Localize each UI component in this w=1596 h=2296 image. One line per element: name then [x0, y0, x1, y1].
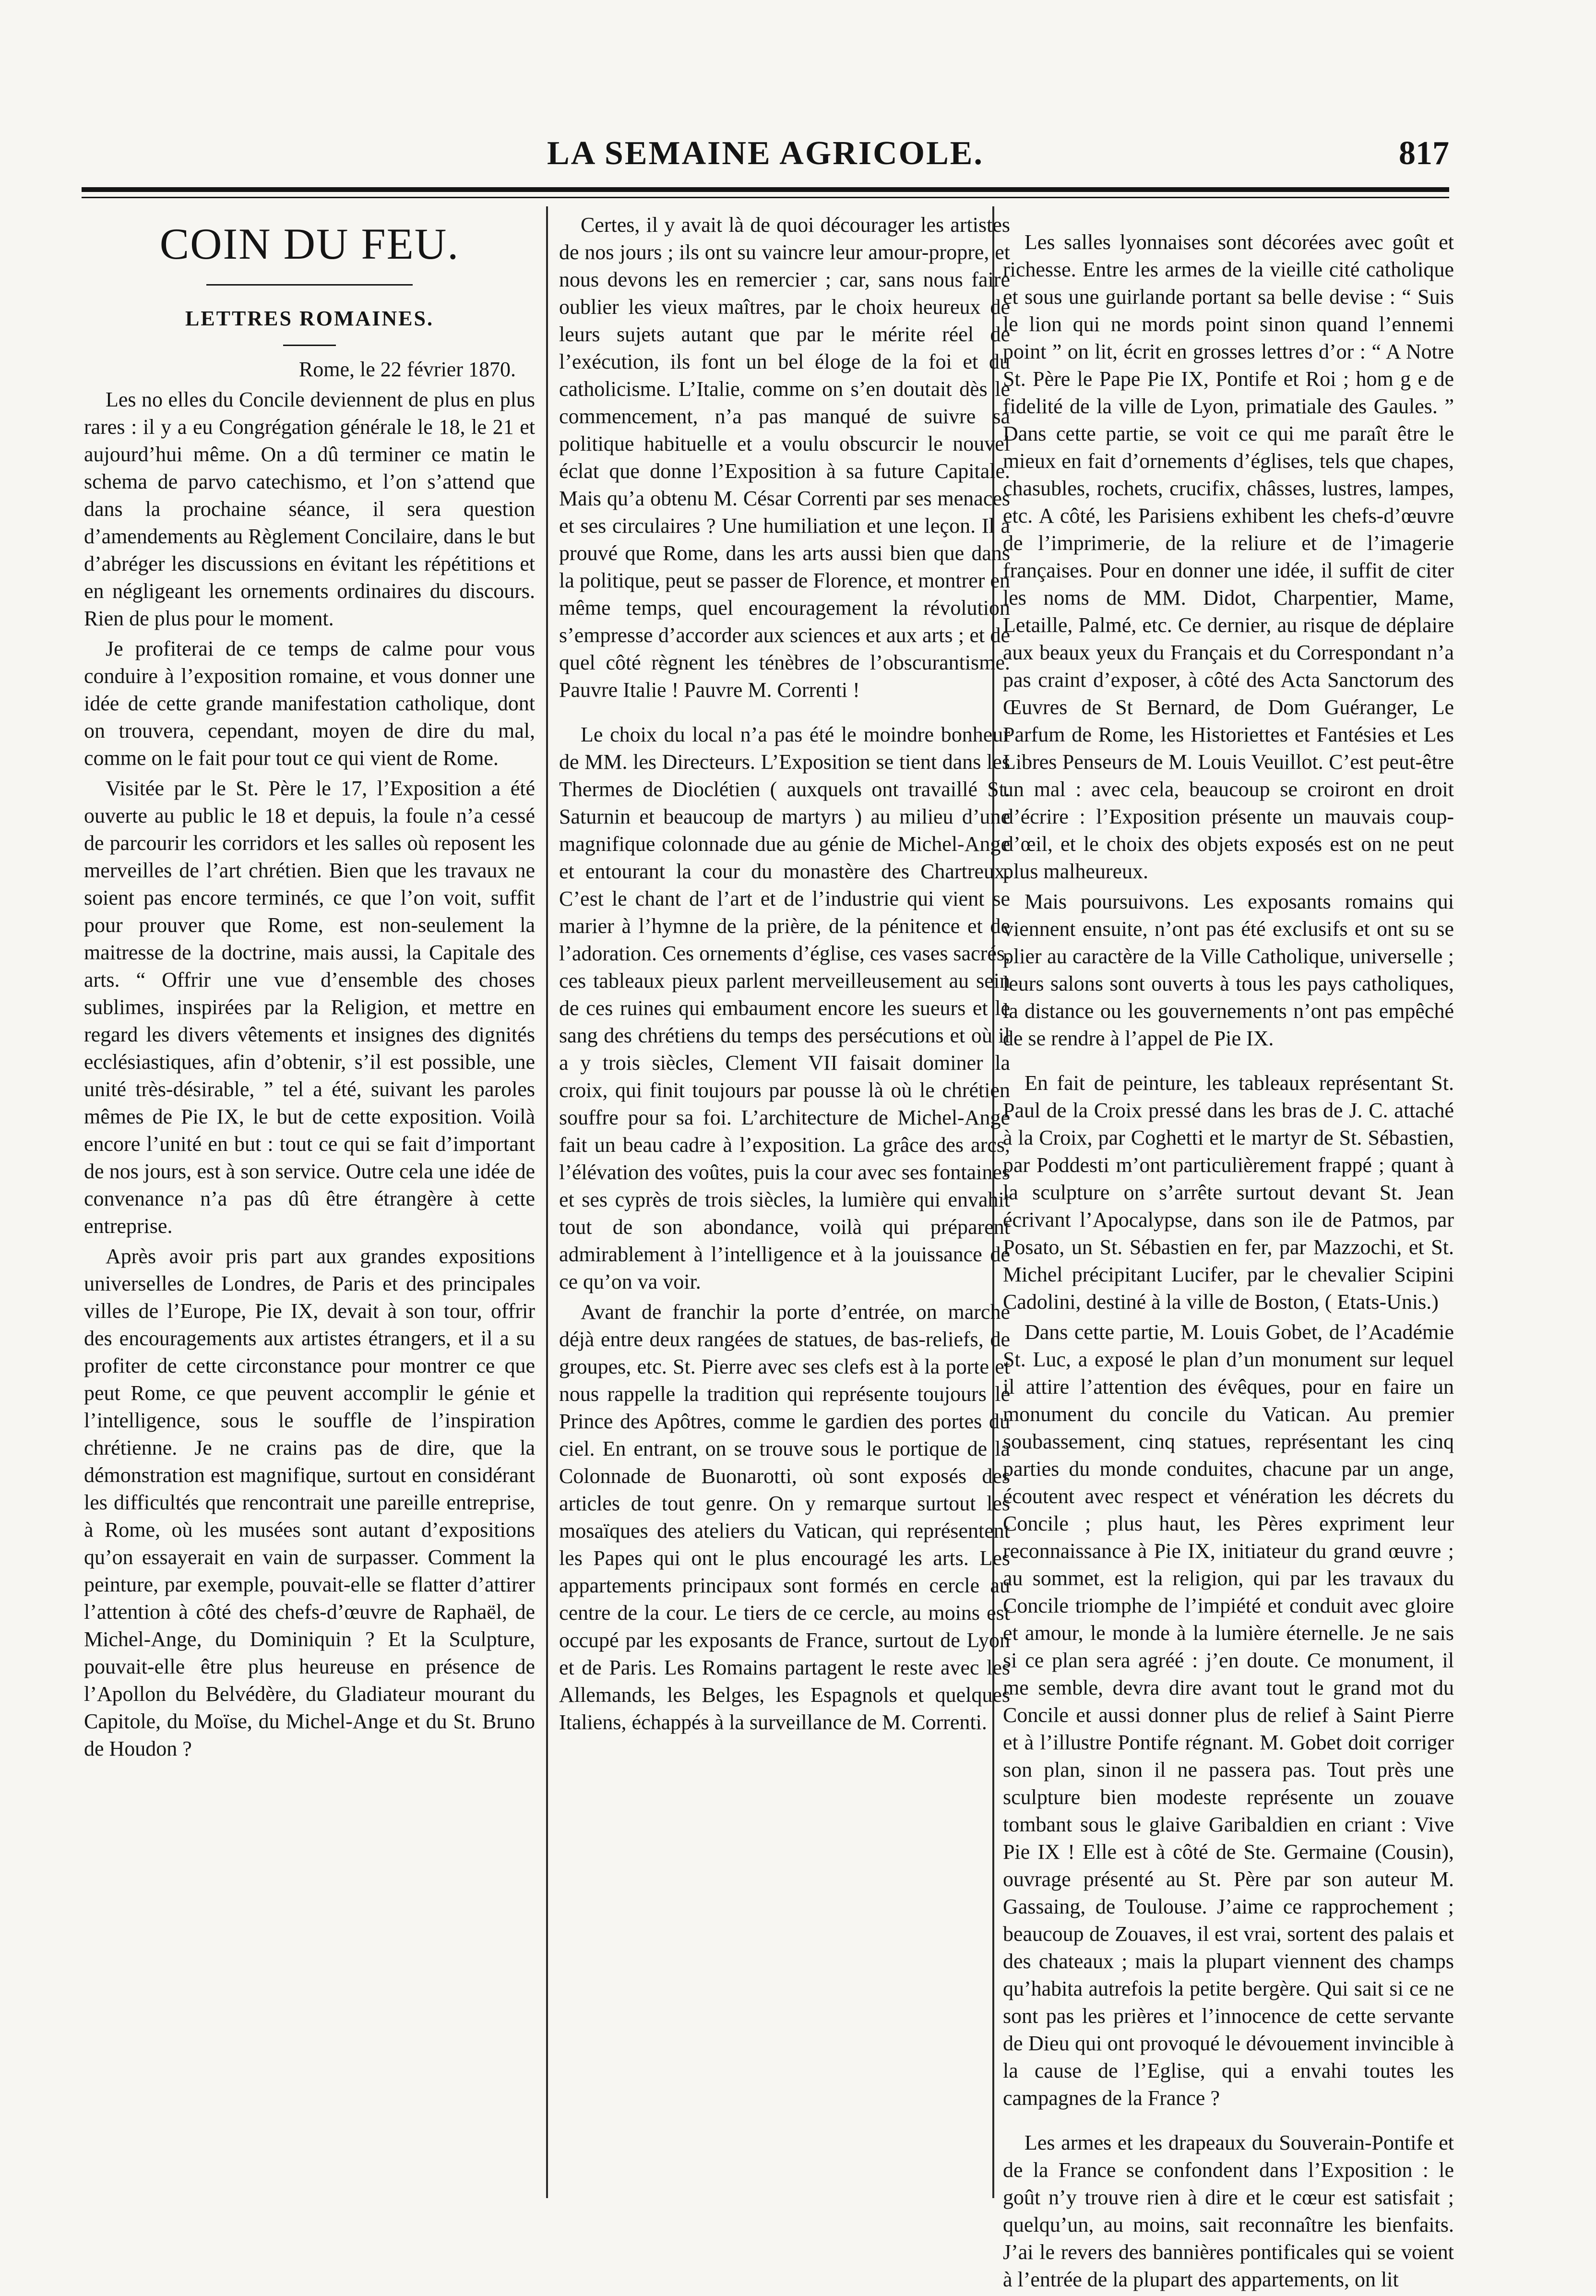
article-title: LETTRES ROMAINES. — [185, 307, 434, 330]
header-rule-thick — [82, 187, 1449, 192]
paragraph: Les no elles du Concile deviennent de plus en plus rares : il y a eu Congrégation générale le 18, le 21 et aujourd’hui même. On a dû terminer ce matin le schema de parvo catechismo, et l’on s’attend que dans la prochaine séance, il sera question d’amendements au Règlement Concilaire, dans le but d’abréger les discussions en évitant les répétitions et en négligeant les ornements ordinaires du discours. Rien de plus pour le moment. — [84, 388, 535, 630]
paragraph: Les armes et les drapeaux du Souverain-Pontife et de la France se confondent dans l’Exposition : le goût n’y trouve rien à dire et le cœur est satisfait ; quelqu’un, au moins, sait reconnaître les bienfaits. J’ai le revers des bannières pontificales qui se voient à l’entrée de la plupart des appartements, on lit — [1003, 2131, 1454, 2291]
page-header — [82, 134, 1449, 178]
column-1 — [84, 211, 535, 1765]
dateline: Rome, le 22 février 1870. — [298, 358, 516, 381]
paragraph: Certes, il y avait là de quoi décourager les artistes de nos jours ; ils ont su vaincre leur amour-propre, et nous devons les en remercier ; car, sans nous faire oublier les vieux maîtres, par le choix heureux de leurs sujets autant que par le mérite réel de l’exécution, ils font un bel éloge de la foi et du catholicisme. L’Italie, comme on s’en doutait dès le commencement, n’a pas manqué de suivre sa politique habituelle et a voulu obscurcir le nouvel éclat que donne l’Exposition à sa future Capitale. Mais qu’a obtenu M. César Correnti par ses menaces et ses circulaires ? Une humiliation et une leçon. Il a prouvé que Rome, dans les arts aussi bien que dans la politique, peut se passer de Florence, et montrer en même temps, quel encouragement la révolution s’empresse d’accorder aux sciences et aux arts ; et de quel côté règnent les ténèbres de l’obscurantisme. Pauvre Italie ! Pauvre M. Correnti ! — [559, 213, 1010, 702]
paragraph: Je profiterai de ce temps de calme pour vous conduire à l’exposition romaine, et vous donner une idée de cette grande manifestation catholique, dont on trouvera, cependant, moyen de dire du mal, comme on le fait pour tout ce qui vient de Rome. — [84, 637, 535, 770]
paragraph: En fait de peinture, les tableaux représentant St. Paul de la Croix pressé dans les bras de J. C. attaché à la Croix, par Coghetti et le martyr de St. Sébastien, par Poddesti m’ont particulièrement frappé ; quant à la sculpture on s’arrête surtout devant St. Jean écrivant l’Apocalypse, dans son ile de Patmos, par Posato, un St. Sébastien en fer, par Mazzochi, et St. Michel précipitant Lucifer, par le chevalier Scipini Cadolini, destiné à la ville de Boston, ( Etats-Unis.) — [1003, 1071, 1454, 1314]
running-title: LA SEMAINE AGRICOLE. — [547, 135, 984, 172]
paragraph: Visitée par le St. Père le 17, l’Exposition a été ouverte au public le 18 et depuis, la foule n’a cessé de parcourir les corridors et les salles où reposent les merveilles de l’art chrétien. Bien que les travaux ne soient pas encore terminés, ce que l’on voit, suffit pour prouver que Rome, est non-seulement la maitresse de la doctrine, mais aussi, la Capitale des arts. “ Offrir une vue d’ensemble des choses sublimes, inspirées par la Religion, et mettre en regard les divers vêtements et insignes des dignités ecclésiastiques, afin d’obtenir, s’il est possible, une unité très-désirable, ” tel a été, suivant les paroles mêmes de Pie IX, le but de cette exposition. Voilà encore l’unité en but : tout ce qui se fait d’important de nos jours, est à son service. Outre cela une idée de convenance n’a pas dû être étrangère à cette entreprise. — [84, 777, 535, 1238]
paragraph: Avant de franchir la porte d’entrée, on marche déjà entre deux rangées de statues, de bas-reliefs, de groupes, etc. St. Pierre avec ses clefs est à la porte et nous rappelle la tradition qui représente toujours le Prince des Apôtres, comme le gardien des portes du ciel. En entrant, on se trouve sous le portique de la Colonnade de Buonarotti, où sont exposés des articles de tout genre. On y remarque surtout les mosaïques des ateliers du Vatican, qui représentent les Papes qui ont le plus encouragé les arts. Les appartements principaux sont formés en cercle au centre de la cour. Le tiers de ce cercle, au moins est occupé par les exposants de France, surtout de Lyon et de Paris. Les Romains partagent le reste avec les Allemands, les Belges, les Espagnols et quelques Italiens, échappés à la surveillance de M. Correnti. — [559, 1300, 1010, 1734]
section-title-rule — [206, 284, 413, 286]
article-title-rule — [283, 345, 336, 346]
column-2 — [559, 211, 1010, 1739]
paragraph: Les salles lyonnaises sont décorées avec goût et richesse. Entre les armes de la vieille cité catholique et sous une guirlande portant sa belle devise : “ Suis le lion qui ne mords point sinon quand l’ennemi point ” on lit, écrit en grosses lettres d’or : “ A Notre St. Père le Pape Pie IX, Pontife et Roi ; hom g e de fidelité de la ville de Lyon, primatiale des Gaules. ” Dans cette partie, se voit ce qui me paraît être le mieux en fait d’ornements d’églises, tels que chapes, chasubles, rochets, crucifix, châsses, lustres, lampes, etc. A côté, les Parisiens exhibent les chefs-d’œuvre de l’imprimerie, de la reliure et de l’imagerie françaises. Pour en donner une idée, il suffit de citer les noms de MM. Didot, Charpentier, Mame, Letaille, Palmé, etc. Ce dernier, au risque de déplaire aux beaux yeux du Français et du Correspondant n’a pas craint d’exposer, à côté des Acta Sanctorum des Œuvres de St Bernard, de Dom Guéranger, Le Parfum de Rome, les Historiettes et Fantésies et Les Libres Penseurs de M. Louis Veuillot. C’est peut-être un mal : avec cela, beaucoup se croiront en droit d’écrire : l’Exposition présente un mauvais coup-d’œil, et le choix des objets exposés est on ne peut plus malheureux. — [1003, 230, 1454, 883]
section-title: COIN DU FEU. — [159, 219, 460, 268]
column-3 — [1003, 211, 1454, 2296]
paragraph: Le choix du local n’a pas été le moindre bonheur de MM. les Directeurs. L’Exposition se tient dans les Thermes de Dioclétien ( auxquels ont travaillé St. Saturnin et beaucoup de martyrs ) au milieu d’une magnifique colonnade due au génie de Michel-Ange et entourant la cour du monastère des Chartreux. C’est le chant de l’art et de l’industrie qui vient se marier à l’hymne de la prière, de la pénitence et de l’adoration. Ces ornements d’église, ces vases sacrés, ces tableaux pieux parlent merveilleusement au sein de ces ruines qui embaument encore les sueurs et le sang des chrétiens du temps des persécutions et où il a y trois siècles, Clement VII faisait dominer la croix, qui finit toujours par pousse là où le chrétien souffre pour sa foi. L’architecture de Michel-Ange fait un beau cadre à l’exposition. La grâce des arcs, l’élévation des voûtes, puis la cour avec ses fontaines et ses cyprès de trois siècles, la lumière qui envahit tout de son abondance, voilà qui préparent admirablement à l’intelligence et à la jouissance de ce qu’on va voir. — [559, 723, 1010, 1293]
header-rule-thin — [82, 197, 1449, 198]
paragraph: Dans cette partie, M. Louis Gobet, de l’Académie St. Luc, a exposé le plan d’un monument sur lequel il attire l’attention des évêques, pour en faire un monument du concile du Vatican. Au premier soubassement, cinq statues, représentant les cinq parties du monde conduites, chacune par un ange, écoutent avec respect et vénération les décrets du Concile ; plus haut, les Pères expriment leur reconnaissance à Pie IX, initiateur du grand œuvre ; au sommet, est la religion, qui par les travaux du Concile triomphe de l’impiété et conduit avec gloire et amour, le monde à la lumière éternelle. Je ne sais si ce plan sera agréé : j’en doute. Ce monument, il me semble, devra dire avant tout le grand mot du Concile et aussi donner plus de relief à Saint Pierre et à l’illustre Pontife régnant. M. Gobet doit corriger son plan, sinon il ne passera pas. Tout près une sculpture bien modeste représente un zouave tombant sous le glaive Garibaldien en criant : Vive Pie IX ! Elle est à côté de Ste. Germaine (Cousin), ouvrage présenté au St. Père par son auteur M. Gassaing, de Toulouse. J’aime ce rapprochement ; beaucoup de Zouaves, il est vrai, sortent des palais et des chateaux ; mais la plupart viennent des champs qu’habita autrefois la petite bergère. Qui sait si ce ne sont pas les prières et l’innocence de cette servante de Dieu qui ont provoqué le dévouement invincible à la cause de l’Eglise, qui a envahi toutes les campagnes de la France ? — [1003, 1320, 1454, 2110]
column-divider-1 — [546, 206, 548, 2198]
paragraph: Mais poursuivons. Les exposants romains qui viennent ensuite, n’ont pas été exclusifs et ont su se plier au caractère de la Ville Catholique, universelle ; leurs salons sont ouverts à tous les pays catholiques, la distance ou les gouvernements n’ont pas empêché de se rendre à l’appel de Pie IX. — [1003, 890, 1454, 1050]
paragraph: Après avoir pris part aux grandes expositions universelles de Londres, de Paris et des principales villes de l’Europe, Pie IX, devait à son tour, offrir des encouragements aux artistes étrangers, et il a su profiter de cette circonstance pour montrer ce que peut Rome, ce que peuvent accomplir le génie et l’intelligence, sous le souffle de l’inspiration chrétienne. Je ne crains pas de dire, que la démonstration est magnifique, surtout en considérant les difficultés que rencontrait une pareille entreprise, à Rome, où les musées sont autant d’expositions qu’on essayerait en vain de surpasser. Comment la peinture, par exemple, pouvait-elle se flatter d’attirer l’attention à côté des chefs-d’œuvre de Raphaël, de Michel-Ange, du Dominiquin ? Et la Sculpture, pouvait-elle être plus heureuse en présence de l’Apollon du Belvédère, du Gladiateur mourant du Capitole, du Moïse, du Michel-Ange et du St. Bruno de Houdon ? — [84, 1244, 535, 1760]
page-number: 817 — [1399, 135, 1449, 172]
